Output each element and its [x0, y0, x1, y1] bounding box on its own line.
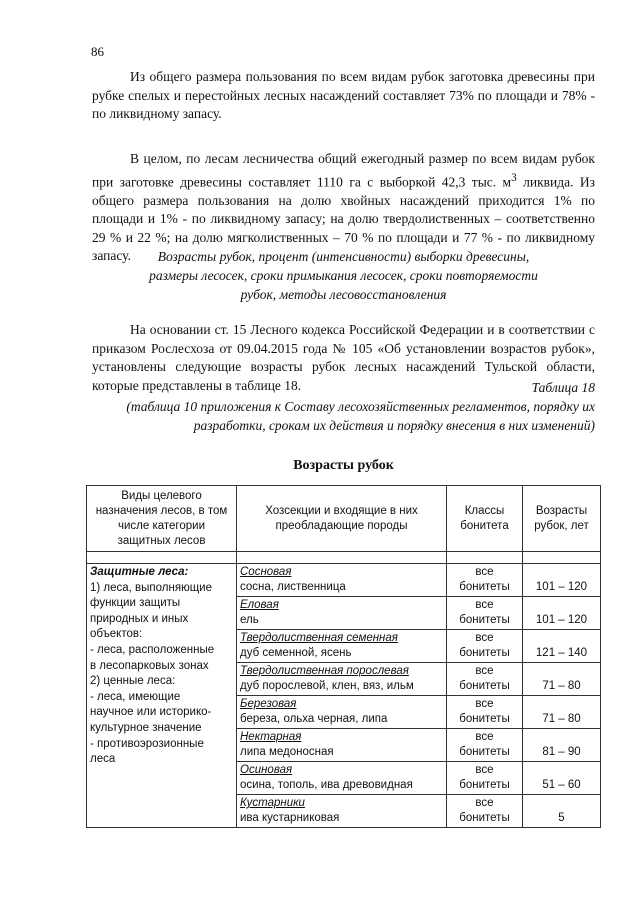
section-name: Твердолиственная порослевая — [240, 665, 409, 677]
page-number: 86 — [91, 44, 104, 59]
section-name: Березовая — [240, 698, 297, 710]
bonitet-class-cell — [447, 663, 523, 696]
section-species: дуб порослевой, клен, вяз, ильм — [240, 680, 414, 692]
cutting-age-cell: 51 – 60 — [523, 762, 601, 795]
bonitet-class-line-2: бонитеты — [459, 680, 510, 692]
bonitet-class-line-1: все — [475, 698, 494, 710]
section-species: сосна, лиственница — [240, 581, 346, 593]
paragraph-text-before: В целом, по лесам лесничества общий ежегодный размер по всем видам рубок при заготовке древесины составляет 1110 га с выборкой 42,3 тыс. м — [92, 151, 595, 189]
section-cell — [237, 564, 447, 597]
bonitet-class-line-1: все — [475, 632, 494, 644]
category-line: - леса, имеющие — [90, 690, 181, 703]
section-species: ель — [240, 614, 259, 626]
header-cutting-ages: Возрасты рубок, лет — [523, 486, 601, 552]
table-number: Таблица 18 — [531, 380, 595, 395]
bonitet-class-line-2: бонитеты — [459, 812, 510, 824]
cutting-age-cell: 121 – 140 — [523, 630, 601, 663]
section-name: Твердолиственная семенная — [240, 632, 398, 644]
superscript-3: 3 — [511, 171, 517, 184]
table-header-row — [87, 486, 601, 552]
bonitet-class-cell — [447, 795, 523, 828]
cutting-age-cell: 5 — [523, 795, 601, 828]
bonitet-class-line-2: бонитеты — [459, 647, 510, 659]
cutting-ages-table — [86, 485, 601, 828]
bonitet-class-cell — [447, 597, 523, 630]
section-name: Еловая — [240, 599, 279, 611]
table-title: Возрасты рубок — [293, 458, 394, 473]
section-species: липа медоносная — [240, 746, 334, 758]
section-name: Кустарники — [240, 797, 305, 809]
category-line: 2) ценные леса: — [90, 675, 176, 688]
bonitet-class-line-1: все — [475, 764, 494, 776]
paragraph-text: На основании ст. 15 Лесного кодекса Российской Федерации и в соответствии с приказом Рослесхоза от 09.04.2015 года № 105 «Об установлении возрастов рубок», установлены следующие возрасты рубок лесных насаждений Тульской области, которые представлены в таблице 18. — [92, 322, 595, 393]
section-cell — [237, 597, 447, 630]
section-cell — [237, 630, 447, 663]
section-name: Нектарная — [240, 731, 302, 743]
section-cell — [237, 696, 447, 729]
section-name: Сосновая — [240, 566, 292, 578]
bonitet-class-line-2: бонитеты — [459, 581, 510, 593]
section-heading — [92, 247, 595, 304]
category-line: природных и иных — [90, 612, 189, 625]
bonitet-class-cell — [447, 630, 523, 663]
section-heading-line-1: Возрасты рубок, процент (интенсивности) выборки древесины, — [157, 249, 530, 264]
section-cell — [237, 663, 447, 696]
category-line: леса — [90, 753, 116, 766]
cutting-age-cell: 81 – 90 — [523, 729, 601, 762]
section-cell — [237, 729, 447, 762]
section-cell — [237, 762, 447, 795]
header-forest-purpose: Виды целевого назначения лесов, в том числе категории защитных лесов — [87, 486, 237, 552]
category-line: культурное значение — [90, 721, 202, 734]
category-line: объектов: — [90, 628, 143, 641]
section-species: дуб семенной, ясень — [240, 647, 352, 659]
bonitet-class-line-1: все — [475, 797, 494, 809]
bonitet-class-line-1: все — [475, 566, 494, 578]
forest-category-cell — [87, 564, 237, 828]
section-name: Осиновая — [240, 764, 293, 776]
cutting-age-cell: 71 – 80 — [523, 663, 601, 696]
section-heading-line-3: рубок, методы лесовосстановления — [240, 287, 447, 302]
category-line: 1) леса, выполняющие — [90, 581, 213, 594]
table-body — [87, 552, 601, 828]
section-species: береза, ольха черная, липа — [240, 713, 388, 725]
section-species: осина, тополь, ива древовидная — [240, 779, 413, 791]
category-line: - леса, расположенные — [90, 643, 215, 656]
paragraph-cutting-share — [92, 68, 595, 124]
bonitet-class-line-2: бонитеты — [459, 746, 510, 758]
bonitet-class-cell — [447, 729, 523, 762]
bonitet-class-line-2: бонитеты — [459, 713, 510, 725]
bonitet-class-line-2: бонитеты — [459, 779, 510, 791]
paragraph-text: Из общего размера пользования по всем видам рубок заготовка древесины при рубке спелых и перестойных лесных насаждений составляет 73% по площади и 78% - по ликвидному запасу. — [92, 69, 595, 121]
bonitet-class-line-2: бонитеты — [459, 614, 510, 626]
bonitet-class-cell — [447, 762, 523, 795]
header-sections-species: Хозсекции и входящие в них преобладающие породы — [237, 486, 447, 552]
category-title: Защитные леса: — [90, 566, 189, 578]
section-species: ива кустарниковая — [240, 812, 340, 824]
cutting-age-cell: 71 – 80 — [523, 696, 601, 729]
category-line: функции защиты — [90, 597, 181, 610]
cutting-age-cell: 101 – 120 — [523, 564, 601, 597]
section-cell — [237, 795, 447, 828]
table-source-note: (таблица 10 приложения к Составу лесохозяйственных регламентов, порядку их разработки, срокам их действия и порядку внесения в них изменений) — [126, 399, 595, 433]
category-line: научное или историко- — [90, 706, 212, 719]
header-bonitet-classes: Классы бонитета — [447, 486, 523, 552]
table-spacer-row — [87, 552, 601, 564]
cutting-age-cell: 101 – 120 — [523, 597, 601, 630]
category-line: - противоэрозионные — [90, 737, 204, 750]
table-row — [87, 564, 601, 597]
bonitet-class-line-1: все — [475, 665, 494, 677]
section-heading-line-2: размеры лесосек, сроки примыкания лесосек, сроки повторяемости — [149, 268, 538, 283]
bonitet-class-cell — [447, 696, 523, 729]
bonitet-class-line-1: все — [475, 731, 494, 743]
bonitet-class-cell — [447, 564, 523, 597]
bonitet-class-line-1: все — [475, 599, 494, 611]
category-line: в лесопарковых зонах — [90, 659, 209, 672]
paragraph-text-after: ликвида. Из общего размера пользования на долю хвойных насаждений приходится 1% по площади и 1% - по ликвидному запасу; на долю твердолиственных – соответственно 29 % и 22 %; на долю мягколиственных – 70 % по площади и 77 % - по ликвидному запасу. — [92, 174, 596, 263]
